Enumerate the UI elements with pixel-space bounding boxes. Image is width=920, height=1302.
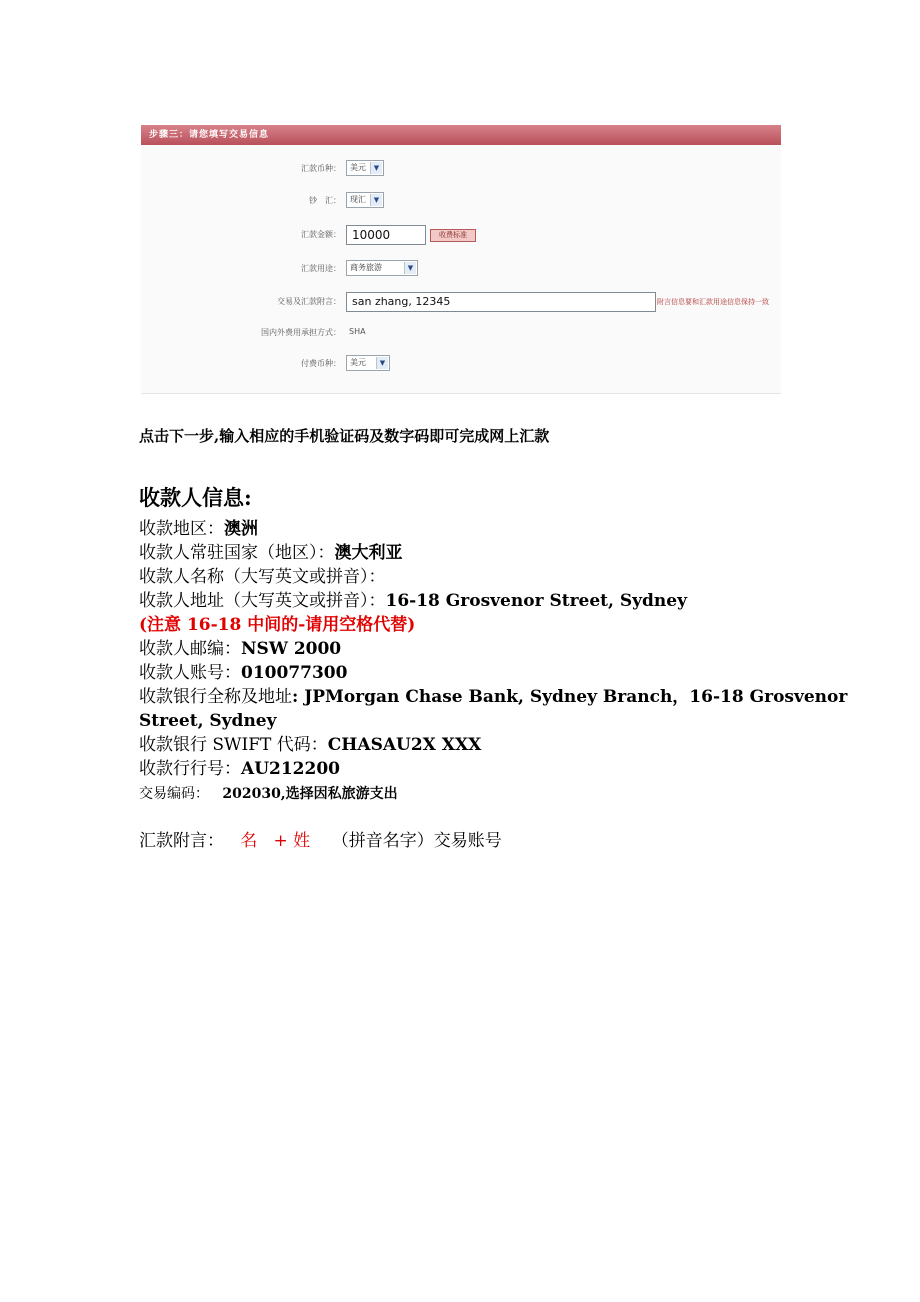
pay-currency-row: [141, 354, 781, 374]
address-line: [139, 589, 687, 613]
txn-code-label: 交易编码：: [139, 786, 209, 802]
cash-label: 钞 汇：: [309, 196, 341, 205]
region-line: [139, 517, 258, 541]
country-value: 澳大利亚: [334, 543, 403, 563]
cash-select[interactable]: 现汇 ▼: [346, 192, 384, 208]
cash-row: [141, 191, 781, 211]
amount-label: 汇款金额：: [301, 230, 341, 239]
name-label: 收款人名称（大写英文或拼音）：: [139, 567, 386, 587]
txn-code-value: 202030,选择因私旅游支出: [222, 786, 398, 802]
remittance-remark-label: 汇款附言：: [139, 831, 224, 851]
postcode-value: NSW 2000: [241, 639, 342, 659]
currency-row: [141, 159, 781, 179]
bank-label: 收款银行全称及地址: [139, 687, 292, 707]
purpose-label: 汇款用途：: [301, 264, 341, 273]
swift-line: [139, 733, 481, 757]
country-label: 收款人常驻国家（地区）：: [139, 543, 335, 563]
currency-label: 汇款币种：: [301, 164, 341, 173]
fee-standard-button[interactable]: 收费标准: [430, 229, 476, 242]
remark-input[interactable]: san zhang, 12345: [346, 292, 656, 312]
pay-currency-select[interactable]: 美元 ▼: [346, 355, 390, 371]
currency-select[interactable]: 美元 ▼: [346, 160, 384, 176]
name-line: [139, 565, 386, 589]
remark-rest: （拼音名字）交易账号: [331, 831, 502, 851]
fee-mode-label: 国内外费用承担方式：: [261, 328, 341, 337]
remark-line: [139, 829, 502, 853]
fee-mode-value: SHA: [349, 327, 366, 336]
payee-info-heading: 收款人信息:: [139, 485, 252, 510]
bank-value-line1: : JPMorgan Chase Bank, Sydney Branch，16-18 Grosvenor: [292, 687, 848, 707]
account-value: 010077300: [241, 663, 348, 683]
remark-row: [141, 292, 781, 312]
fee-mode-row: [141, 323, 781, 343]
remark-note: 附言信息要和汇款用途信息保持一致: [657, 298, 769, 306]
bank-line-2: [139, 709, 277, 733]
address-note: (注意 16-18 中间的-请用空格代替): [139, 615, 416, 635]
bank-value-line2: Street, Sydney: [139, 711, 277, 731]
account-label: 收款人账号：: [139, 663, 241, 683]
form-header: 步骤三：请您填写交易信息: [141, 125, 781, 145]
postcode-line: [139, 637, 341, 661]
remark-given-name: 名: [240, 831, 258, 851]
postcode-label: 收款人邮编：: [139, 639, 241, 659]
chevron-down-icon: ▼: [376, 357, 388, 369]
pay-currency-label: 付费币种：: [301, 359, 341, 368]
address-value: 16-18 Grosvenor Street, Sydney: [385, 591, 687, 611]
bank-no-line: [139, 757, 340, 781]
swift-value: CHASAU2X XXX: [327, 735, 482, 755]
bank-no-value: AU212200: [241, 759, 340, 779]
bank-no-label: 收款行行号：: [139, 759, 241, 779]
address-label: 收款人地址（大写英文或拼音）：: [139, 591, 386, 611]
chevron-down-icon: ▼: [404, 262, 416, 274]
form-screenshot: [141, 125, 781, 394]
purpose-select[interactable]: 商务旅游 ▼: [346, 260, 418, 276]
txn-code-line: [139, 782, 398, 806]
bank-line: [139, 685, 847, 709]
country-line: [139, 541, 403, 565]
chevron-down-icon: ▼: [370, 194, 382, 206]
remark-surname: + 姓: [273, 831, 311, 851]
remark-label: 交易及汇款附言：: [277, 297, 341, 306]
region-value: 澳洲: [224, 519, 258, 539]
region-label: 收款地区：: [139, 519, 224, 539]
amount-row: [141, 225, 781, 245]
purpose-row: [141, 259, 781, 279]
swift-label: 收款银行 SWIFT 代码：: [139, 735, 328, 755]
amount-input[interactable]: 10000: [346, 225, 426, 245]
chevron-down-icon: ▼: [370, 162, 382, 174]
account-line: [139, 661, 347, 685]
instruction-text: 点击下一步,输入相应的手机验证码及数字码即可完成网上汇款: [139, 427, 550, 445]
